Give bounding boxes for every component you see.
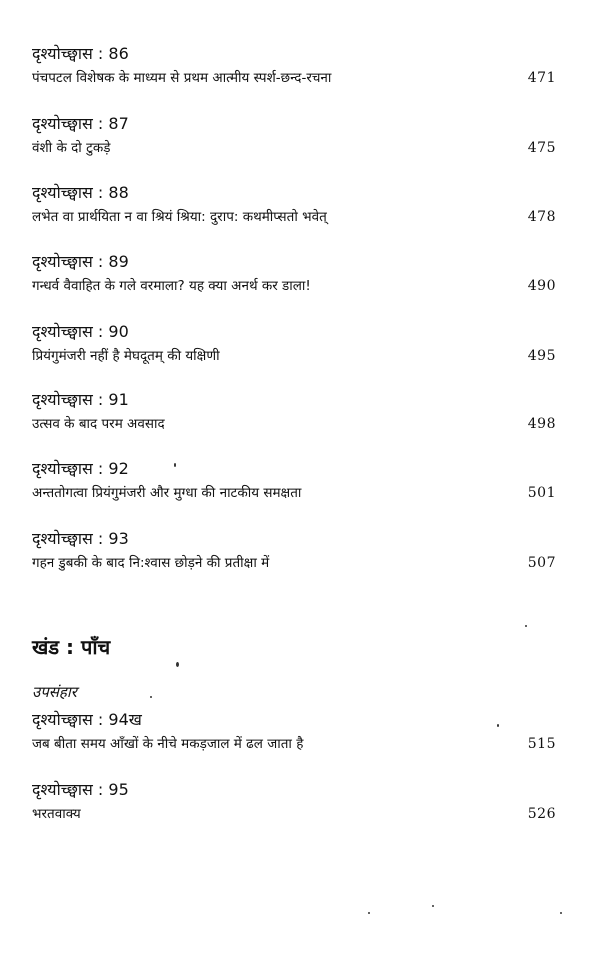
entry-page-number: 490 bbox=[527, 278, 556, 294]
scan-speck bbox=[150, 696, 152, 698]
toc-entry bbox=[32, 390, 564, 436]
entry-page-number: 471 bbox=[527, 70, 556, 86]
toc-entry bbox=[32, 252, 564, 298]
entry-title: लभेत वा प्रार्थयिता न वा श्रियं श्रिया: दुराप: कथमीप्सतो भवेत् bbox=[32, 209, 327, 225]
entry-heading: दृश्योच्छ्वास : 93 bbox=[32, 529, 129, 548]
entry-page-number: 507 bbox=[527, 555, 556, 571]
entry-heading: दृश्योच्छ्वास : 92 bbox=[32, 459, 129, 478]
entry-title: पंचपटल विशेषक के माध्यम से प्रथम आत्मीय स्पर्श-छन्द-रचना bbox=[32, 70, 332, 86]
entry-title: वंशी के दो टुकड़े bbox=[32, 140, 111, 156]
scan-speck bbox=[525, 625, 527, 627]
toc-entry bbox=[32, 322, 564, 368]
entry-title: गन्धर्व वैवाहित के गले वरमाला? यह क्या अनर्थ कर डाला! bbox=[32, 278, 311, 294]
entry-heading: दृश्योच्छ्वास : 90 bbox=[32, 322, 129, 341]
toc-entry bbox=[32, 183, 564, 229]
entry-page-number: 498 bbox=[527, 416, 556, 432]
scan-speck bbox=[560, 912, 562, 914]
toc-entry bbox=[32, 114, 564, 160]
entry-title: जब बीता समय आँखों के नीचे मकड़जाल में ढल जाता है bbox=[32, 736, 304, 752]
toc-entry bbox=[32, 780, 564, 826]
entry-heading: दृश्योच्छ्वास : 94ख bbox=[32, 710, 142, 729]
entry-heading: दृश्योच्छ्वास : 89 bbox=[32, 252, 129, 271]
entry-page-number: 526 bbox=[527, 806, 556, 822]
toc-entry bbox=[32, 459, 564, 505]
scan-speck bbox=[497, 724, 499, 727]
subsection-title: उपसंहार bbox=[32, 683, 77, 701]
entry-page-number: 478 bbox=[527, 209, 556, 225]
entry-heading: दृश्योच्छ्वास : 91 bbox=[32, 390, 129, 409]
entry-page-number: 501 bbox=[527, 485, 556, 501]
entry-heading: दृश्योच्छ्वास : 95 bbox=[32, 780, 129, 799]
entry-title: प्रियंगुमंजरी नहीं है मेघदूतम् की यक्षिणी bbox=[32, 348, 220, 364]
entry-heading: दृश्योच्छ्वास : 88 bbox=[32, 183, 129, 202]
section-title: खंड : पाँच bbox=[32, 635, 111, 659]
entry-heading: दृश्योच्छ्वास : 86 bbox=[32, 44, 129, 63]
toc-entry bbox=[32, 529, 564, 575]
entry-heading: दृश्योच्छ्वास : 87 bbox=[32, 114, 129, 133]
entry-page-number: 495 bbox=[527, 348, 556, 364]
entry-page-number: 515 bbox=[527, 736, 556, 752]
scan-speck bbox=[368, 912, 370, 914]
entry-title: उत्सव के बाद परम अवसाद bbox=[32, 416, 165, 432]
entry-title: गहन डुबकी के बाद नि:श्वास छोड़ने की प्रतीक्षा में bbox=[32, 555, 270, 571]
scan-speck bbox=[432, 905, 434, 907]
scan-speck bbox=[174, 463, 176, 467]
entry-title: अन्ततोगत्वा प्रियंगुमंजरी और मुग्धा की नाटकीय समक्षता bbox=[32, 485, 302, 501]
toc-entry bbox=[32, 710, 564, 756]
scan-speck bbox=[176, 662, 179, 667]
entry-page-number: 475 bbox=[527, 140, 556, 156]
toc-entry bbox=[32, 44, 564, 90]
entry-title: भरतवाक्य bbox=[32, 806, 81, 822]
